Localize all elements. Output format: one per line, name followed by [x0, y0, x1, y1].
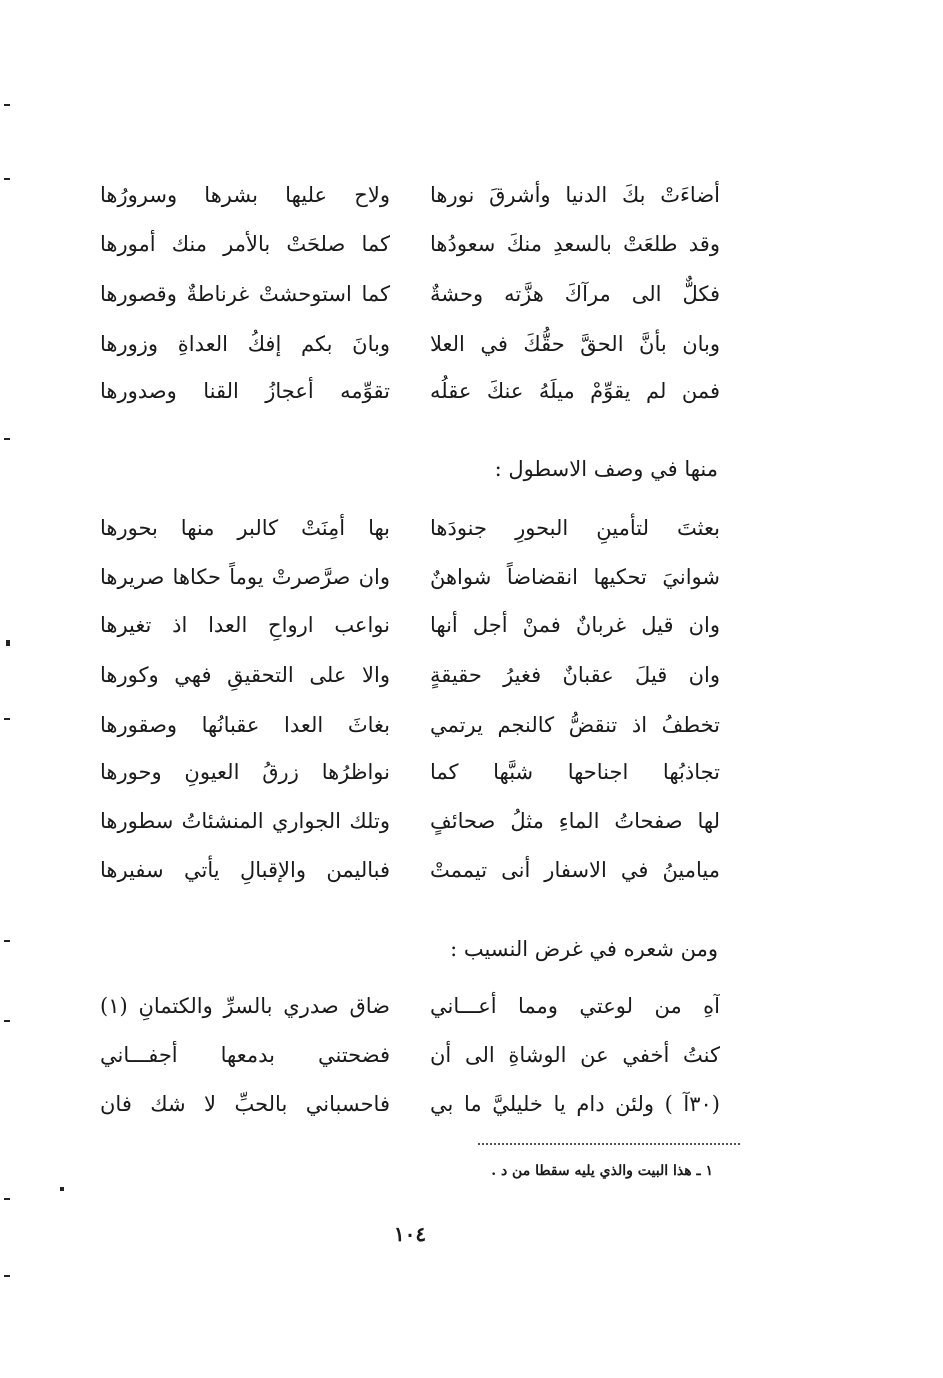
first-hemistich: تخطفُ اذ تنقضُّ كالنجم يرتمي [430, 713, 720, 737]
section-heading: ومن شعره في غرض النسيب : [450, 937, 718, 961]
second-hemistich: كما استوحشتْ غرناطةٌ وقصورها [100, 282, 390, 306]
second-hemistich: وبانَ بكم إفكُ العداةِ وزورها [100, 332, 390, 356]
first-hemistich: آهِ من لوعتي ومما أعـــاني [430, 994, 720, 1018]
verse-line [100, 224, 720, 264]
first-hemistich: تجاذبُها اجناحها شبَّها كما [430, 760, 720, 784]
first-hemistich: فكلٌّ الى مرآكَ هزَّته وحشةٌ [430, 282, 720, 306]
scan-mark [4, 1275, 10, 1277]
second-hemistich: تقوِّمه أعجازُ القنا وصدورها [100, 379, 390, 403]
scan-mark [4, 1198, 10, 1200]
verse-line [100, 175, 720, 215]
second-hemistich: وان صرَّصرتْ يوماً حكاها صريرها [100, 565, 390, 589]
second-hemistich: ولاح عليها بشرها وسرورُها [100, 183, 390, 207]
first-hemistich: وان قيل غربانٌ فمنْ أجل أنها [430, 613, 720, 637]
first-hemistich: وبان بأنَّ الحقَّ حقُّكَ في العلا [430, 332, 720, 356]
first-hemistich: وقد طلعَتْ بالسعدِ منكَ سعودُها [430, 232, 720, 256]
second-hemistich: وتلك الجواري المنشئاتُ سطورها [100, 809, 390, 833]
scan-mark [4, 438, 10, 440]
verse-line [100, 371, 720, 411]
verse-line [100, 850, 720, 890]
second-hemistich: ضاق صدري بالسرِّ والكتمانِ (١) [100, 994, 390, 1018]
scan-mark [4, 1020, 10, 1022]
scan-mark [4, 940, 10, 942]
first-hemistich: وان قيلَ عقبانٌ فغيرُ حقيقةٍ [430, 663, 720, 687]
footnote-separator [478, 1143, 740, 1145]
verse-line [100, 705, 720, 745]
verse-line [100, 655, 720, 695]
scan-mark [4, 178, 10, 180]
second-hemistich: نواعب ارواحِ العدا اذ تغيرها [100, 613, 390, 637]
verse-line [100, 1084, 720, 1124]
verse-line [100, 1035, 720, 1075]
second-hemistich: فضحتني بدمعها أجفـــاني [100, 1043, 390, 1067]
first-hemistich: بعثتَ لتأمينِ البحورِ جنودَها [430, 516, 720, 540]
first-hemistich: شوانيَ تحكيها انقضاضاً شواهنٌ [430, 565, 720, 589]
first-hemistich: كنتُ أخفي عن الوشاةِ الى أن [430, 1043, 720, 1067]
verse-line [100, 324, 720, 364]
second-hemistich: فباليمن والإقبالِ يأتي سفيرها [100, 858, 390, 882]
verse-line [100, 557, 720, 597]
scan-mark [4, 718, 10, 720]
verse-line [100, 986, 720, 1026]
second-hemistich: نواظرُها زرقُ العيونِ وحورها [100, 760, 390, 784]
verse-line [100, 801, 720, 841]
verse-line [100, 605, 720, 645]
second-hemistich: كما صلحَتْ بالأمر منك أمورها [100, 232, 390, 256]
scan-mark [6, 640, 10, 646]
section-heading: منها في وصف الاسطول : [494, 457, 718, 481]
second-hemistich: فاحسباني بالحبِّ لا شك فان [100, 1092, 390, 1116]
verse-line [100, 274, 720, 314]
first-hemistich: ميامينُ في الاسفار أنى تيممتْ [430, 858, 720, 882]
first-hemistich: لها صفحاتُ الماءِ مثلُ صحائفٍ [430, 809, 720, 833]
second-hemistich: بغاثَ العدا عقبانُها وصقورها [100, 713, 390, 737]
first-hemistich: أضاءَتْ بكَ الدنيا وأشرقَ نورها [430, 183, 720, 207]
second-hemistich: بها أمِنَتْ كالبر منها بحورها [100, 516, 390, 540]
page-number: ١٠٤ [393, 1222, 427, 1246]
first-hemistich: (٣٠آ ) ولئن دام يا خليليَّ ما بي [430, 1092, 720, 1116]
first-hemistich: فمن لم يقوِّمْ ميلَهُ عنكَ عقلُه [430, 379, 720, 403]
verse-line [100, 508, 720, 548]
verse-line [100, 752, 720, 792]
second-hemistich: والا على التحقيقِ فهي وكورها [100, 663, 390, 687]
scan-mark [60, 1187, 64, 1191]
footnote: ١ ـ هذا البيت والذي يليه سقطا من د . [491, 1163, 713, 1179]
scan-mark [4, 104, 10, 106]
